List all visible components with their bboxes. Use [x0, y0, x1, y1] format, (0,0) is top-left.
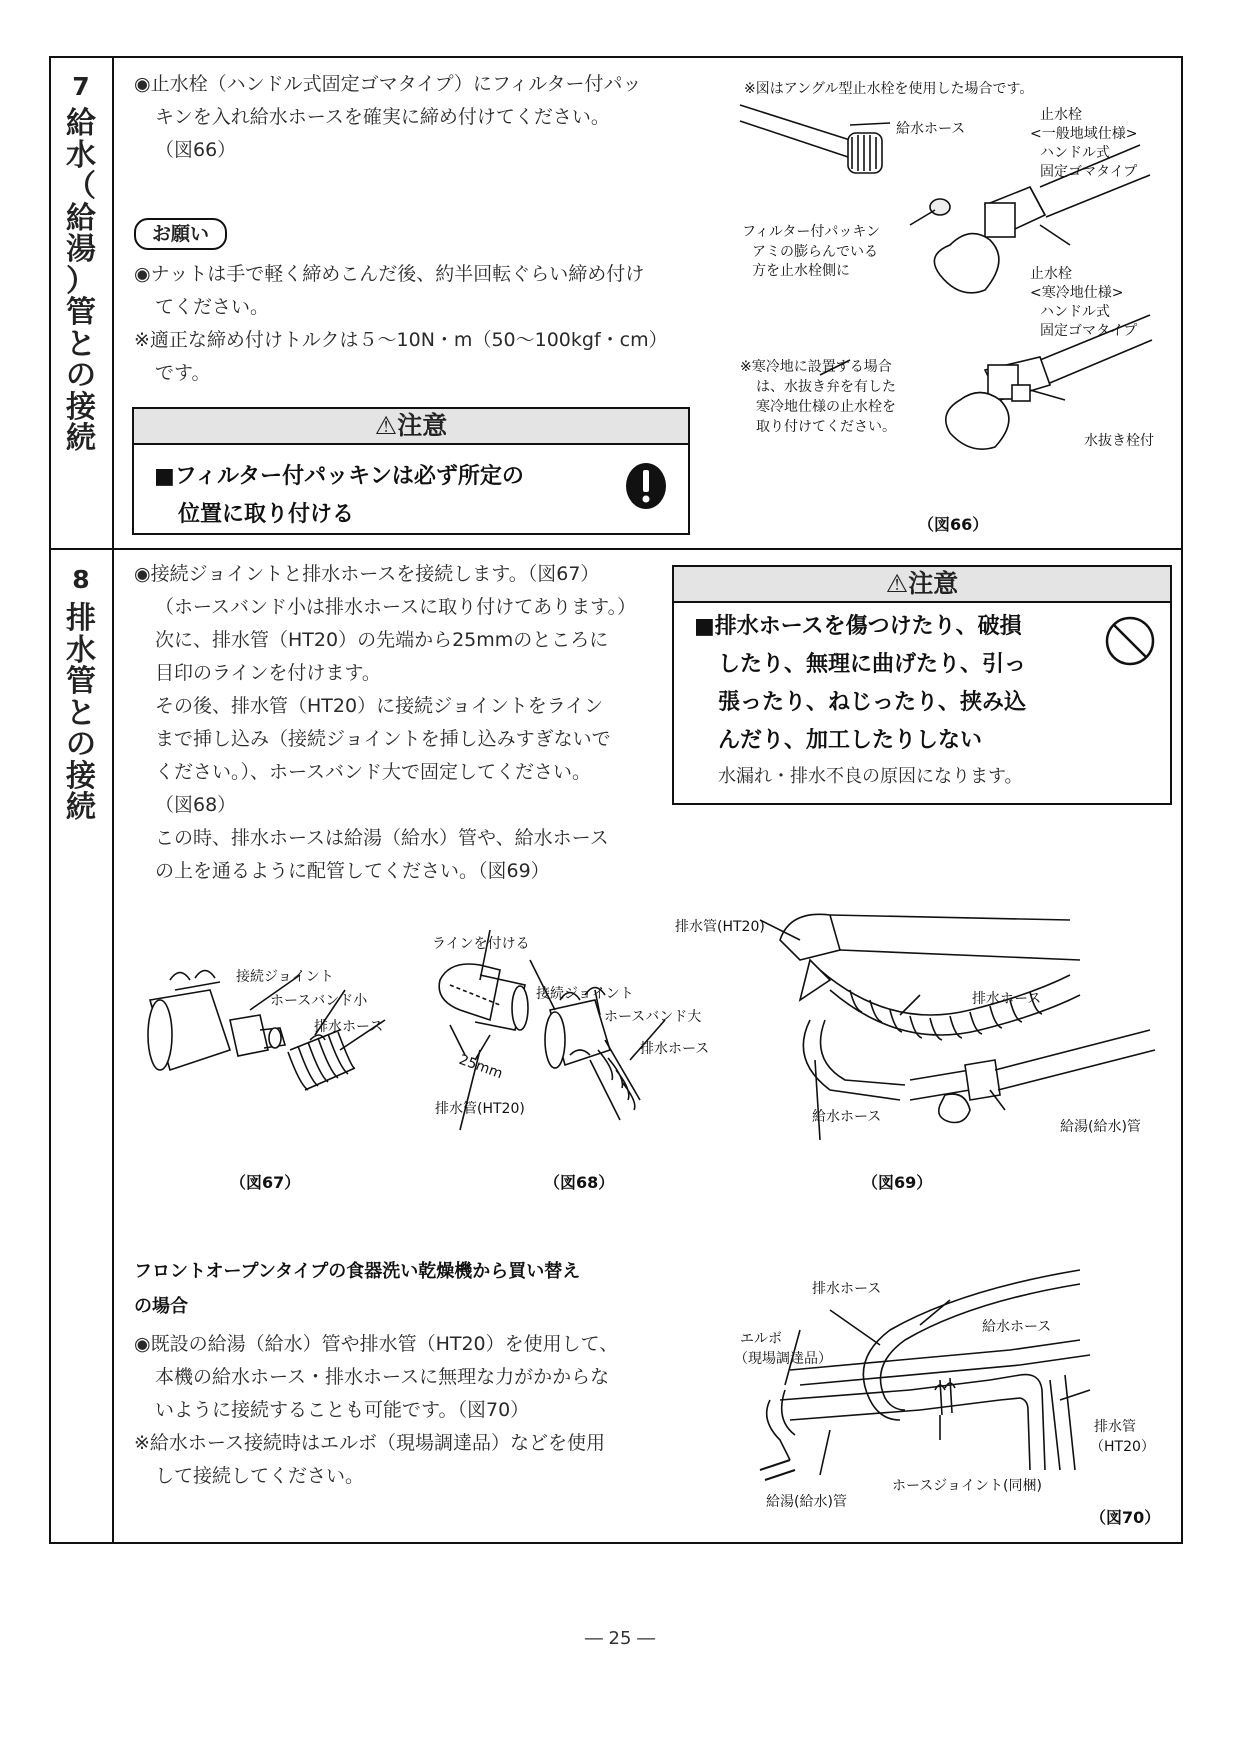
title-char: と	[66, 695, 96, 731]
caution-heading: ⚠注意	[674, 567, 1170, 603]
title-char: と	[66, 326, 96, 362]
caution-box-8: ⚠注意 ■排水ホースを傷つけたり、破損 したり、無理に曲げたり、引っ 張ったり、ねじったり、挟み込 んだり、加工したりしない 水漏れ・排水不良の原因になります。	[672, 565, 1172, 805]
section7-title	[51, 108, 111, 455]
title-char: 接	[66, 758, 96, 794]
section-divider	[51, 548, 1181, 550]
fig66-caption: （図66）	[918, 515, 989, 534]
fig66-note: ※図はアングル型止水栓を使用した場合です。	[744, 81, 1034, 97]
caution-box-7: ⚠注意 ■フィルター付パッキンは必ず所定の 位置に取り付ける	[132, 407, 690, 535]
section8-number: 8	[72, 565, 90, 594]
fig68-caption: （図68）	[544, 1173, 615, 1192]
prohibition-icon	[1104, 615, 1156, 667]
title-char: 給	[66, 200, 96, 236]
title-char: 続	[66, 421, 96, 456]
page-number: ― 25 ―	[584, 1628, 656, 1649]
title-char: 続	[66, 790, 96, 825]
title-char: （	[66, 169, 96, 204]
title-char: 水	[66, 137, 96, 173]
title-char: 給	[66, 106, 96, 141]
title-char: 接	[66, 389, 96, 425]
title-char: 湯	[66, 232, 96, 267]
caution-heading: ⚠注意	[134, 409, 688, 445]
title-char: の	[66, 358, 96, 393]
title-char: 管	[66, 664, 96, 699]
title-char: 水	[66, 632, 96, 668]
title-char: 管	[66, 295, 96, 330]
title-char: ）	[66, 263, 96, 299]
section7-number: 7	[72, 72, 90, 101]
exclamation-icon	[624, 461, 668, 511]
section8-title	[51, 603, 111, 824]
request-badge: お願い	[134, 218, 227, 250]
fig67-caption: （図67）	[230, 1173, 301, 1192]
fig70-illustration	[760, 1270, 1160, 1510]
fig70-caption: （図70）	[1090, 1508, 1161, 1527]
fig69-caption: （図69）	[862, 1173, 933, 1192]
title-char: 排	[66, 601, 96, 636]
column-divider	[112, 58, 114, 1542]
fig67-illustration	[140, 960, 410, 1160]
title-char: の	[66, 727, 96, 762]
